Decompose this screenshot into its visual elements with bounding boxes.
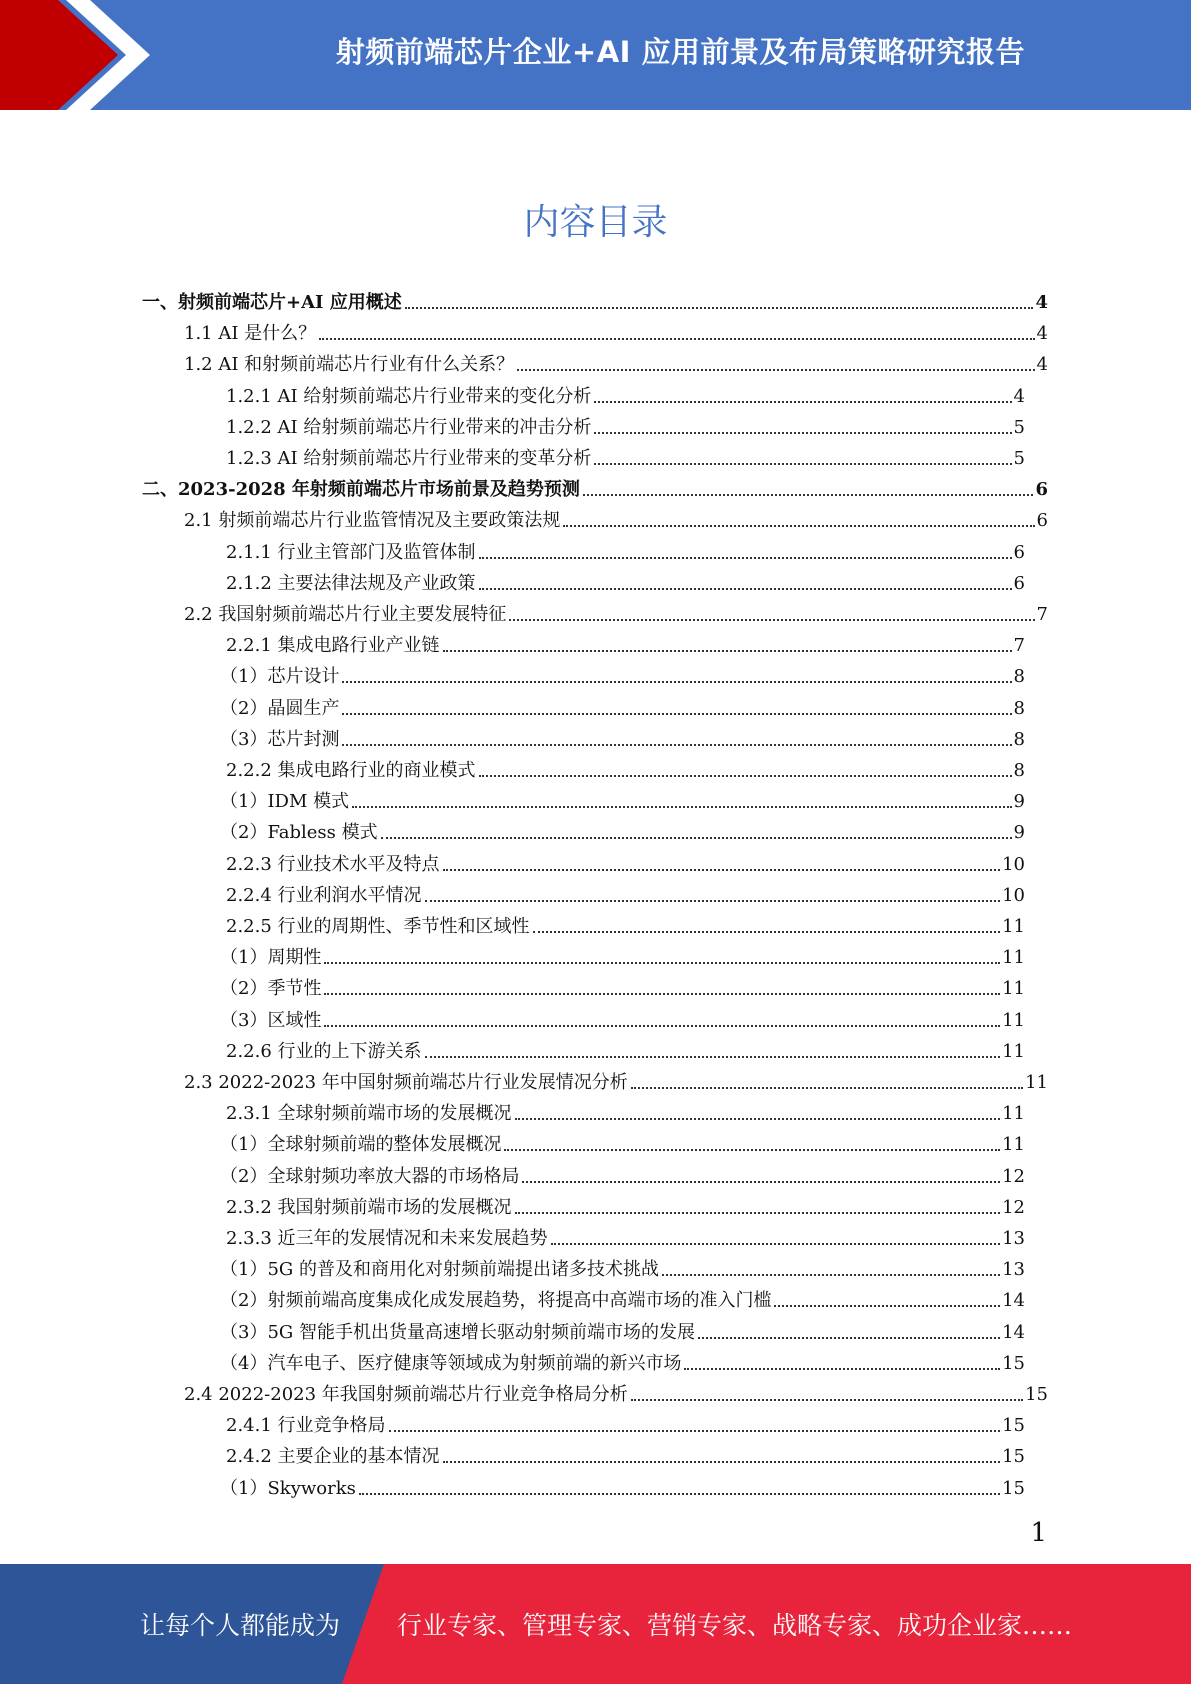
toc-entry-page: 6 <box>1035 479 1048 501</box>
toc-dot-leader <box>563 525 1034 527</box>
toc-entry-title: （2）全球射频功率放大器的市场格局 <box>220 1165 520 1187</box>
toc-dot-leader <box>443 650 1012 652</box>
toc-dot-leader <box>631 1399 1023 1401</box>
toc-dot-leader <box>594 432 1011 434</box>
toc-entry-page: 5 <box>1013 416 1025 438</box>
toc-dot-leader <box>389 1430 1001 1432</box>
toc-entry-page: 12 <box>1002 1165 1025 1187</box>
toc-entry[interactable] <box>220 1469 1025 1500</box>
footer-slogan-left: 让每个人都能成为 <box>140 1611 341 1640</box>
toc-entry-title: 2.3.3 近三年的发展情况和未来发展趋势 <box>226 1228 548 1249</box>
toc-entry[interactable] <box>226 626 1025 657</box>
toc-dot-leader <box>443 869 1001 871</box>
toc-entry-page: 4 <box>1036 323 1048 345</box>
toc-entry-page: 7 <box>1013 635 1025 657</box>
toc-entry-title: 1.2.1 AI 给射频前端芯片行业带来的变化分析 <box>226 385 592 407</box>
toc-entry-title: 2.2.6 行业的上下游关系 <box>226 1040 422 1062</box>
toc-entry-page: 15 <box>1002 1415 1025 1437</box>
toc-entry[interactable] <box>226 1437 1025 1468</box>
toc-entry-title: 2.4.1 行业竞争格局 <box>226 1415 386 1437</box>
toc-dot-leader <box>509 619 1034 621</box>
toc-entry[interactable] <box>220 1157 1025 1188</box>
toc-entry[interactable] <box>226 439 1025 470</box>
toc-entry[interactable] <box>220 938 1025 969</box>
toc-entry[interactable] <box>220 1344 1025 1375</box>
toc-entry-title: （2）Fabless 模式 <box>220 822 378 844</box>
toc-entry-title: 1.1 AI 是什么？ <box>184 323 317 345</box>
toc-dot-leader <box>324 993 1000 995</box>
toc-entry-page: 11 <box>1002 1134 1025 1156</box>
toc-dot-leader <box>479 775 1012 777</box>
toc-dot-leader <box>324 1025 1000 1027</box>
toc-entry[interactable] <box>226 1094 1025 1125</box>
toc-entry-page: 8 <box>1013 728 1025 750</box>
toc-entry[interactable] <box>226 1188 1025 1219</box>
toc-entry-title: （3）5G 智能手机出货量高速增长驱动射频前端市场的发展 <box>220 1321 696 1343</box>
toc-entry[interactable] <box>142 283 1048 314</box>
toc-entry[interactable] <box>220 1125 1025 1156</box>
toc-entry-page: 14 <box>1002 1321 1025 1343</box>
toc-dot-leader <box>352 806 1011 808</box>
toc-entry[interactable] <box>226 876 1025 907</box>
toc-entry-page: 11 <box>1002 1103 1025 1125</box>
toc-entry-title: （1）周期性 <box>220 947 322 969</box>
toc-dot-leader <box>533 931 1001 933</box>
toc-dot-leader <box>425 900 1001 902</box>
toc-dot-leader <box>517 369 1034 371</box>
toc-entry-title: 2.4.2 主要企业的基本情况 <box>226 1446 440 1468</box>
toc-entry-title: 2.3.2 我国射频前端市场的发展概况 <box>226 1196 512 1218</box>
footer-slogan-right: 行业专家、管理专家、营销专家、战略专家、成功企业家…… <box>397 1611 1073 1640</box>
toc-entry[interactable] <box>226 907 1025 938</box>
toc-dot-leader <box>324 962 1000 964</box>
toc-entry-page: 11 <box>1002 1040 1025 1062</box>
toc-dot-leader <box>443 1461 1001 1463</box>
toc-entry-title: 2.2.2 集成电路行业的商业模式 <box>226 760 476 781</box>
toc-entry-page: 6 <box>1036 510 1048 532</box>
toc-entry-page: 8 <box>1013 697 1025 719</box>
toc-entry-page: 8 <box>1013 760 1025 781</box>
toc-entry-title: 一、射频前端芯片+AI 应用概述 <box>142 292 402 313</box>
toc-entry-page: 13 <box>1002 1259 1025 1281</box>
footer-banner <box>0 1564 1191 1684</box>
toc-dot-leader <box>662 1274 1000 1276</box>
toc-entry-title: 2.2 我国射频前端芯片行业主要发展特征 <box>184 604 507 625</box>
toc-entry-title: 2.2.5 行业的周期性、季节性和区域性 <box>226 916 530 937</box>
toc-entry-page: 12 <box>1002 1196 1025 1218</box>
toc-entry-page: 10 <box>1002 884 1025 906</box>
toc-entry[interactable] <box>226 1032 1025 1063</box>
toc-entry[interactable] <box>226 533 1025 564</box>
toc-entry-title: （1）Skyworks <box>220 1477 356 1499</box>
toc-entry[interactable] <box>220 969 1025 1000</box>
toc-entry[interactable] <box>220 1313 1025 1344</box>
toc-entry-page: 4 <box>1036 354 1048 376</box>
toc-entry[interactable] <box>220 1281 1025 1312</box>
toc-entry-title: （3）区域性 <box>220 1009 322 1031</box>
toc-dot-leader <box>425 1056 1001 1058</box>
toc-dot-leader <box>504 1149 1000 1151</box>
toc-entry-title: （3）芯片封测 <box>220 728 340 750</box>
toc-dot-leader <box>583 494 1034 496</box>
toc-entry[interactable] <box>220 1001 1025 1032</box>
toc-dot-leader <box>774 1305 1000 1307</box>
toc-dot-leader <box>342 713 1011 715</box>
toc-dot-leader <box>405 307 1034 309</box>
toc-heading: 内容目录 <box>523 202 668 243</box>
toc-entry-title: （1）5G 的普及和商用化对射频前端提出诸多技术挑战 <box>220 1259 660 1281</box>
toc-entry[interactable] <box>220 689 1025 720</box>
toc-entry-page: 4 <box>1013 385 1025 407</box>
toc-entry-page: 11 <box>1002 978 1025 1000</box>
toc-entry-page: 4 <box>1035 292 1048 313</box>
toc-entry-title: （2）射频前端高度集成化成发展趋势，将提高中高端市场的准入门槛 <box>220 1290 772 1312</box>
toc-entry-title: 二、2023-2028 年射频前端芯片市场前景及趋势预测 <box>142 479 580 501</box>
toc-entry-title: 2.2.1 集成电路行业产业链 <box>226 635 440 657</box>
toc-dot-leader <box>515 1118 1001 1120</box>
toc-dot-leader <box>698 1337 1000 1339</box>
header-banner <box>0 0 1191 110</box>
toc-dot-leader <box>684 1368 1000 1370</box>
toc-entry[interactable] <box>184 345 1048 376</box>
toc-entry[interactable] <box>142 470 1048 501</box>
toc-entry-title: 1.2 AI 和射频前端芯片行业有什么关系？ <box>184 354 515 376</box>
toc-entry[interactable] <box>226 408 1025 439</box>
report-title: 射频前端芯片企业+AI 应用前景及布局策略研究报告 <box>335 34 1026 69</box>
toc-entry-page: 11 <box>1002 1009 1025 1031</box>
toc-entry[interactable] <box>184 1063 1048 1094</box>
toc-entry-page: 8 <box>1013 666 1025 688</box>
toc-entry-page: 6 <box>1013 541 1025 563</box>
toc-entry[interactable] <box>226 1406 1025 1437</box>
toc-entry[interactable] <box>220 720 1025 751</box>
toc-dot-leader <box>359 1493 1000 1495</box>
toc-entry-title: 1.2.2 AI 给射频前端芯片行业带来的冲击分析 <box>226 416 592 438</box>
toc-entry-page: 7 <box>1036 604 1048 625</box>
toc-entry[interactable] <box>220 813 1025 844</box>
toc-entry[interactable] <box>226 1219 1025 1250</box>
toc-dot-leader <box>479 588 1012 590</box>
toc-entry-page: 11 <box>1002 916 1025 937</box>
toc-dot-leader <box>594 463 1011 465</box>
toc-entry-page: 9 <box>1013 791 1025 813</box>
toc-entry-title: 2.3 2022-2023 年中国射频前端芯片行业发展情况分析 <box>184 1072 628 1093</box>
toc-entry-title: 2.2.3 行业技术水平及特点 <box>226 853 440 875</box>
toc-entry-title: 2.3.1 全球射频前端市场的发展概况 <box>226 1103 512 1125</box>
toc-dot-leader <box>342 744 1011 746</box>
toc-dot-leader <box>479 557 1012 559</box>
toc-dot-leader <box>515 1212 1001 1214</box>
toc-entry[interactable] <box>184 314 1048 345</box>
toc-entry-page: 6 <box>1013 572 1025 594</box>
toc-entry[interactable] <box>226 845 1025 876</box>
toc-entry-title: （1）全球射频前端的整体发展概况 <box>220 1134 502 1156</box>
toc-entry[interactable] <box>226 564 1025 595</box>
toc-entry-title: （1）IDM 模式 <box>220 791 350 813</box>
page-number: 1 <box>1030 1518 1047 1548</box>
toc-entry-page: 11 <box>1002 947 1025 969</box>
toc-dot-leader <box>522 1181 1000 1183</box>
toc-entry[interactable] <box>220 657 1025 688</box>
toc-entry-title: 2.1.2 主要法律法规及产业政策 <box>226 572 476 594</box>
toc-entry-page: 15 <box>1002 1477 1025 1499</box>
header-arrow-decoration <box>0 0 180 110</box>
toc-dot-leader <box>551 1243 1001 1245</box>
toc-entry-page: 11 <box>1025 1072 1048 1093</box>
toc-entry-title: （4）汽车电子、医疗健康等领域成为射频前端的新兴市场 <box>220 1352 682 1374</box>
toc-dot-leader <box>319 338 1034 340</box>
toc-dot-leader <box>631 1087 1023 1089</box>
toc-entry-title: 2.4 2022-2023 年我国射频前端芯片行业竞争格局分析 <box>184 1384 628 1405</box>
toc-entry[interactable] <box>184 501 1048 532</box>
toc-entry[interactable] <box>226 377 1025 408</box>
toc-entry-page: 15 <box>1002 1352 1025 1374</box>
toc-dot-leader <box>342 681 1011 683</box>
toc-entry-title: （2）晶圆生产 <box>220 697 340 719</box>
toc-entry-title: 2.2.4 行业利润水平情况 <box>226 884 422 906</box>
toc-entry-page: 13 <box>1002 1228 1025 1249</box>
toc-entry-page: 15 <box>1025 1384 1048 1405</box>
toc-entry-title: （1）芯片设计 <box>220 666 340 688</box>
toc-entry[interactable] <box>220 782 1025 813</box>
toc-entry[interactable] <box>184 1375 1048 1406</box>
toc-entry-page: 15 <box>1002 1446 1025 1468</box>
toc-entry[interactable] <box>226 751 1025 782</box>
toc-entry-page: 5 <box>1013 448 1025 469</box>
toc-entry[interactable] <box>184 595 1048 626</box>
toc-entry-title: 1.2.3 AI 给射频前端芯片行业带来的变革分析 <box>226 448 592 469</box>
toc-entry-title: 2.1.1 行业主管部门及监管体制 <box>226 541 476 563</box>
toc-dot-leader <box>594 401 1011 403</box>
toc-entry-page: 14 <box>1002 1290 1025 1312</box>
toc-entry-page: 9 <box>1013 822 1025 844</box>
toc-entry[interactable] <box>220 1250 1025 1281</box>
toc-entry-page: 10 <box>1002 853 1025 875</box>
toc-entry-title: （2）季节性 <box>220 978 322 1000</box>
toc-entry-title: 2.1 射频前端芯片行业监管情况及主要政策法规 <box>184 510 561 532</box>
toc-dot-leader <box>381 837 1012 839</box>
